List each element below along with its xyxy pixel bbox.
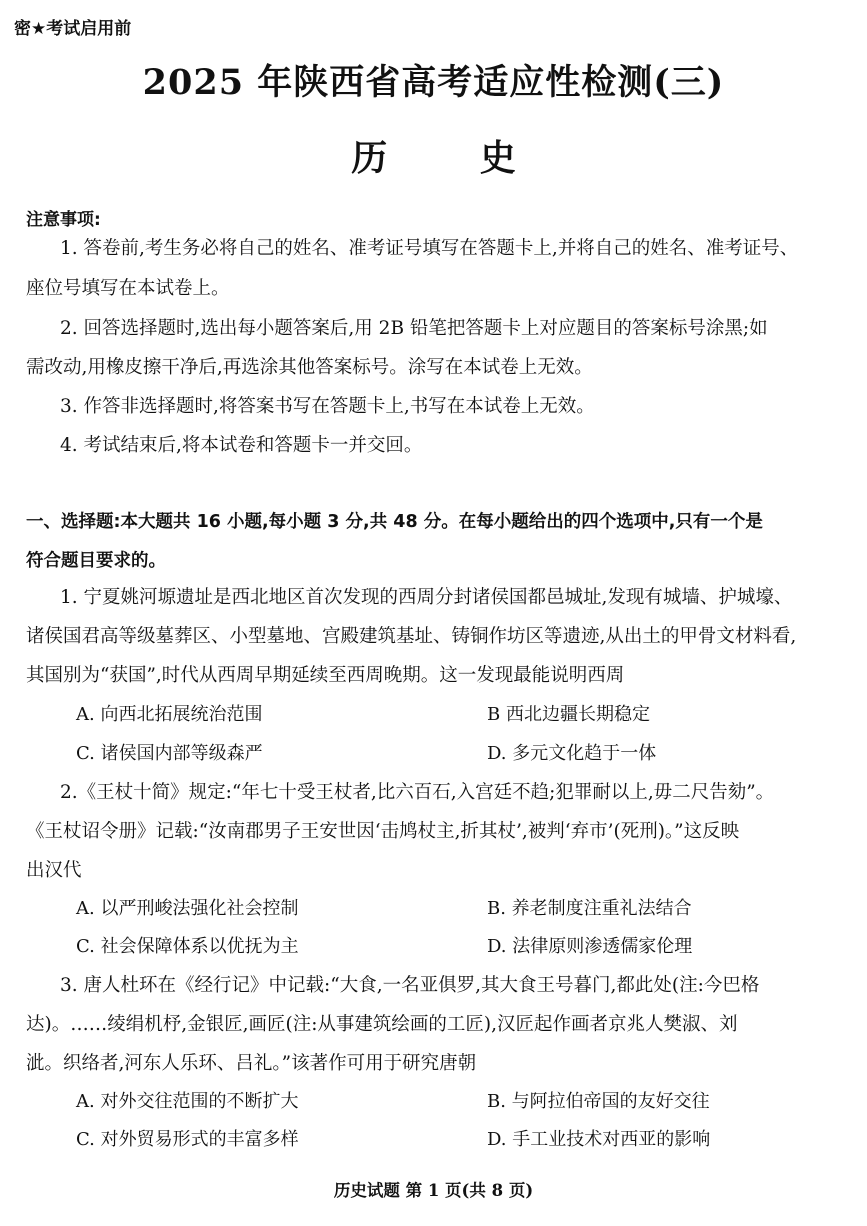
notes-line: 4. 考试结束后,将本试卷和答题卡一并交回。 [60, 435, 423, 456]
option-c[interactable]: C. 对外贸易形式的丰富多样 [76, 1129, 299, 1150]
question-stem: 达)。……绫绢机杼,金银匠,画匠(注:从事建筑绘画的工匠),汉匠起作画者京兆人樊淑、刘 [26, 1014, 738, 1035]
option-c[interactable]: C. 诸侯国内部等级森严 [76, 743, 263, 764]
option-b[interactable]: B 西北边疆长期稳定 [487, 704, 650, 725]
notes-line: 3. 作答非选择题时,将答案书写在答题卡上,书写在本试卷上无效。 [60, 396, 595, 417]
question-stem: 2.《王杖十简》规定:“年七十受王杖者,比六百石,入宫廷不趋;犯罪耐以上,毋二尺告劾”。 [60, 782, 775, 803]
page-footer: 历史试题 第 1 页(共 8 页) [333, 1181, 534, 1200]
notes-line: 2. 回答选择题时,选出每小题答案后,用 2B 铅笔把答题卡上对应题目的答案标号涂黑;如 [60, 318, 768, 339]
option-b[interactable]: B. 与阿拉伯帝国的友好交往 [487, 1091, 710, 1112]
option-d[interactable]: D. 多元文化趋于一体 [487, 743, 657, 764]
question-stem: 3. 唐人杜环在《经行记》中记载:“大食,一名亚俱罗,其大食王号暮门,都此处(注:今巴格 [60, 975, 760, 996]
notes-title: 注意事项: [26, 210, 101, 230]
question-stem: 诸侯国君高等级墓葬区、小型墓地、宫殿建筑基址、铸铜作坊区等遗迹,从出土的甲骨文材料看, [26, 626, 797, 647]
option-c[interactable]: C. 社会保障体系以优抚为主 [76, 936, 299, 957]
question-stem: 泚。织络者,河东人乐环、吕礼。”该著作可用于研究唐朝 [26, 1053, 477, 1074]
option-a[interactable]: A. 向西北拓展统治范围 [76, 704, 263, 725]
subject-title: 历 史 [351, 137, 556, 179]
question-stem: 出汉代 [26, 860, 82, 881]
notes-line: 座位号填写在本试卷上。 [26, 278, 230, 299]
section-title: 一、选择题:本大题共 16 小题,每小题 3 分,共 48 分。在每小题给出的四个选项中,只有一个是 [26, 512, 763, 532]
secret-mark: 密★考试启用前 [14, 19, 132, 39]
option-b[interactable]: B. 养老制度注重礼法结合 [487, 898, 692, 919]
option-d[interactable]: D. 法律原则渗透儒家伦理 [487, 936, 693, 957]
option-a[interactable]: A. 对外交往范围的不断扩大 [76, 1091, 299, 1112]
notes-line: 1. 答卷前,考生务必将自己的姓名、准考证号填写在答题卡上,并将自己的姓名、准考证号、 [60, 238, 799, 259]
exam-title: 2025 年陕西省高考适应性检测(三) [142, 62, 725, 103]
section-title: 符合题目要求的。 [26, 551, 166, 571]
question-stem: 1. 宁夏姚河塬遗址是西北地区首次发现的西周分封诸侯国都邑城址,发现有城墙、护城壕、 [60, 587, 793, 608]
question-stem: 《王杖诏令册》记载:“汝南郡男子王安世因‘击鸠杖主,折其杖’,被判‘弃市’(死刑)。”这反映 [26, 821, 740, 842]
question-stem: 其国别为“获国”,时代从西周早期延续至西周晚期。这一发现最能说明西周 [26, 665, 625, 686]
option-d[interactable]: D. 手工业技术对西亚的影响 [487, 1129, 711, 1150]
notes-line: 需改动,用橡皮擦干净后,再选涂其他答案标号。涂写在本试卷上无效。 [26, 357, 593, 378]
option-a[interactable]: A. 以严刑峻法强化社会控制 [76, 898, 299, 919]
